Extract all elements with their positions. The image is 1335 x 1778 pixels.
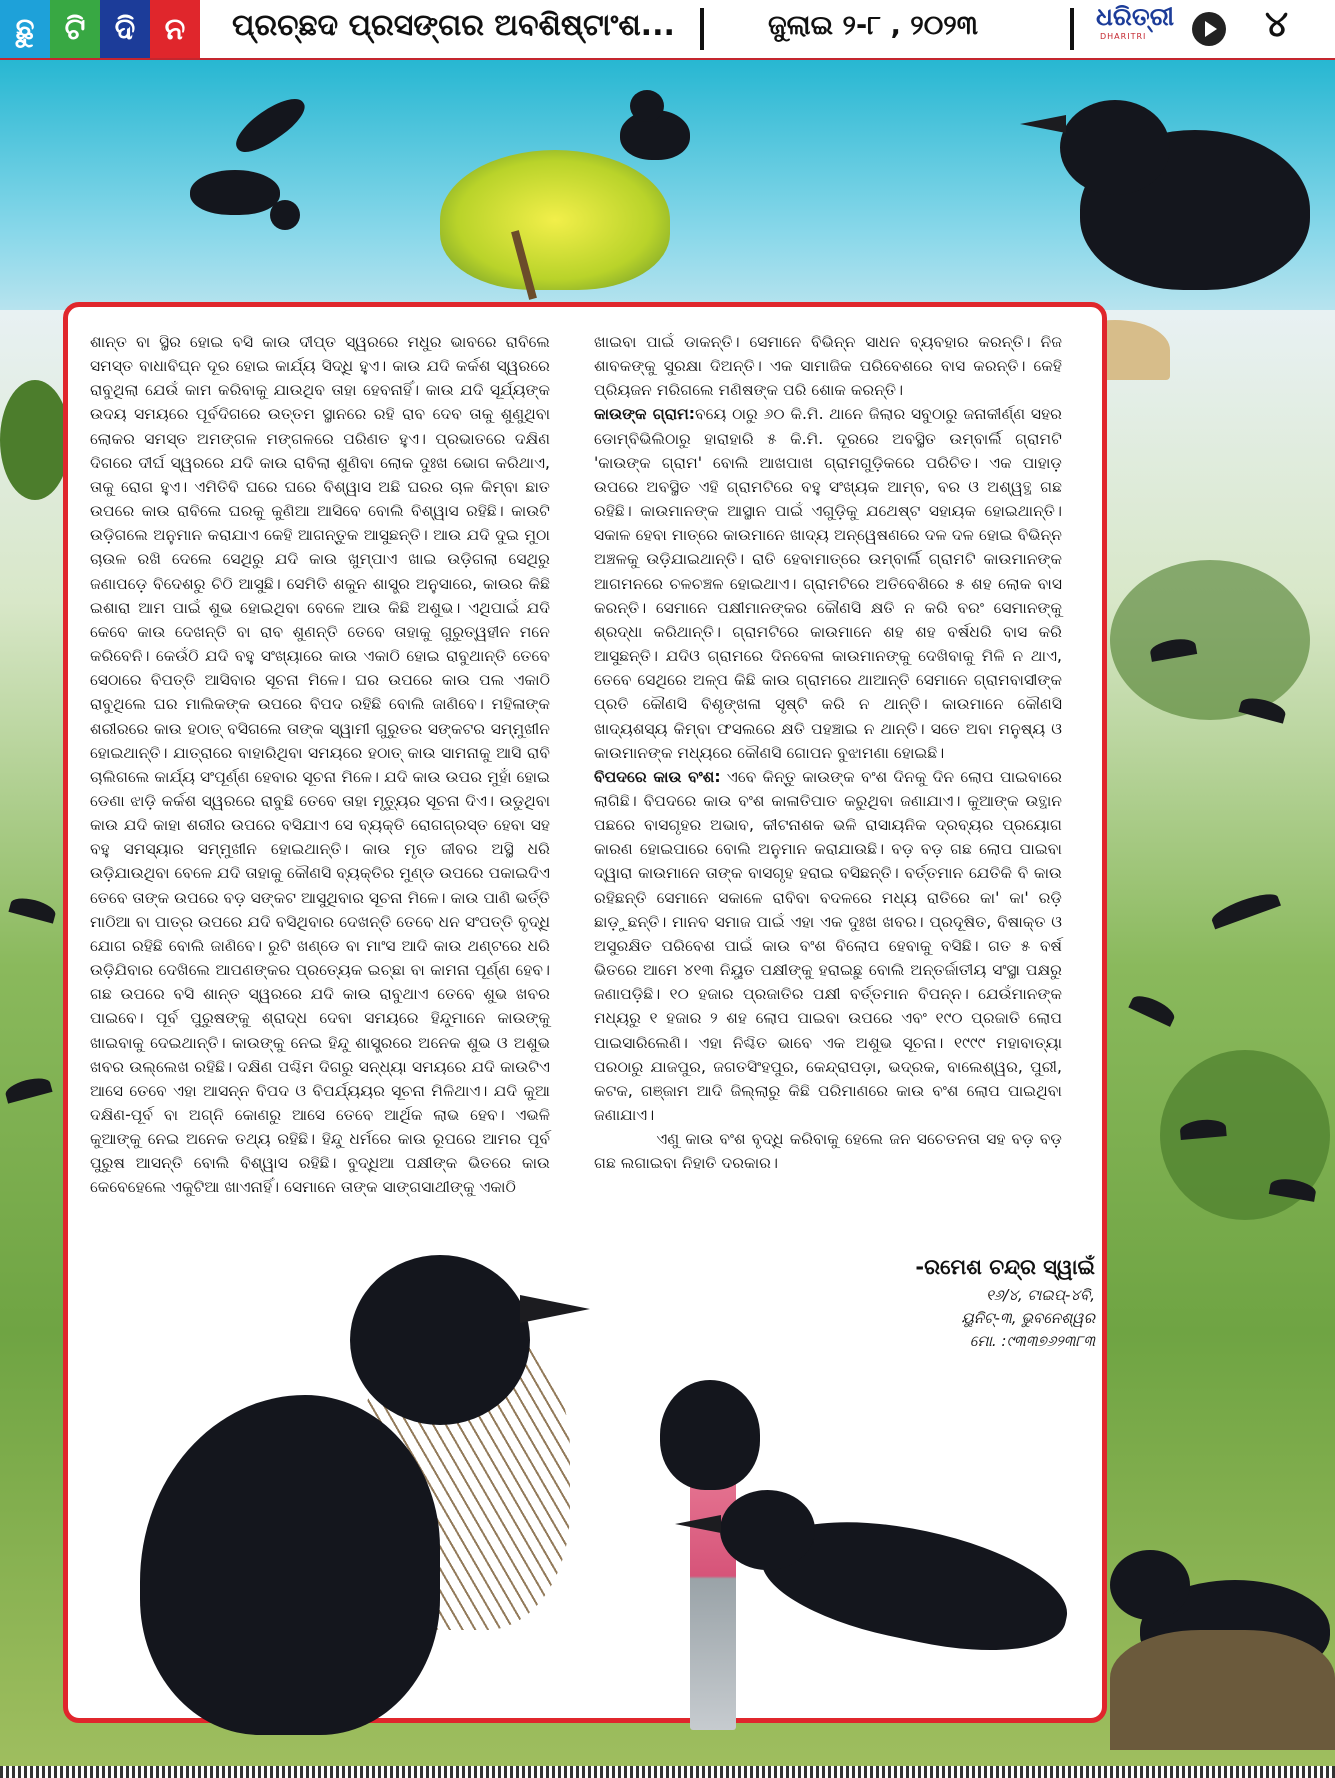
section-title: ପ୍ରଚ୍ଛଦ ପ୍ରସଙ୍ଗର ଅବଶିଷ୍ଟାଂଶ... — [232, 8, 675, 43]
article-paragraph — [594, 402, 1062, 764]
article-paragraph: ଖାଇବା ପାଇଁ ଡାକନ୍ତି। ସେମାନେ ବିଭିନ୍ନ ସାଧନ ବ୍ୟବହାର କରନ୍ତି। ନିଜ ଶାବକଙ୍କୁ ସୁରକ୍ଷା ଦିଅନ୍ତି। ଏକ ସାମାଜିକ ପରିବେଶରେ ବାସ କରନ୍ତି। କେହି ପ୍ରିୟଜନ ମରିଗଲେ ମଣିଷଙ୍କ ପରି ଶୋକ କରନ୍ତି। — [594, 333, 1062, 400]
header-divider — [1070, 8, 1074, 50]
background-tree — [0, 380, 70, 500]
footer-border — [0, 1766, 1335, 1778]
author-address: ୧୬/୪, ଟାଇପ୍-୪ବି, — [986, 1286, 1095, 1304]
cawing-crow-image — [110, 1245, 590, 1745]
perched-crow-image — [600, 80, 710, 170]
page-number: ୪ — [1265, 4, 1289, 45]
author-phone: ମୋ. :୯୩୩୭୬୨୩୮୩ — [969, 1332, 1095, 1350]
author-byline — [710, 1255, 1095, 1353]
publication-sub-logo: DHARITRI — [1100, 32, 1147, 41]
article-column-left — [90, 330, 550, 1200]
play-icon — [1192, 12, 1226, 46]
article-paragraph: ଏଣୁ କାଉ ବଂଶ ବୃଦ୍ଧି କରିବାକୁ ହେଲେ ଜନ ସଚେତନତା ସହ ବଡ଼ ବଡ଼ ଗଛ ଲଗାଇବା ନିହାତି ଦରକାର। — [594, 1130, 1062, 1173]
walking-crow-image — [700, 1480, 1150, 1700]
subheading: ବିପଦରେ କାଉ ବଂଶ: — [594, 767, 721, 786]
issue-date: ଜୁଲାଇ ୨-୮ , ୨୦୨୩ — [768, 10, 978, 41]
tree-foliage — [440, 150, 670, 290]
section-brand-logo — [0, 0, 200, 58]
background-tree — [1110, 560, 1310, 720]
section-text: ବୟେ ଠାରୁ ୬୦ କି.ମି. ଥାନେ ଜିଲାର ସବୁଠାରୁ ଜନାକୀର୍ଣ୍ଣ ସହର ଡୋମ୍ବିଭିଲିଠାରୁ ହାରାହାରି ୫ କି.ମି. ଦୂରରେ ଅବସ୍ଥିତ ଉମ୍ବାର୍ଲି ଗ୍ରାମଟି 'କାଉଙ୍କ ଗ୍ରାମ' ବୋଲି ଆଖପାଖ ଗ୍ରାମଗୁଡ଼ିକରେ ପରିଚିତ। ଏକ ପାହାଡ଼ ଉପରେ ଅବସ୍ଥିତ ଏହି ଗ୍ରାମଟିରେ ବହୁ ସଂଖ୍ୟକ ଆମ୍ବ, ବର ଓ ଅଶ୍ୱତ୍ଥ ଗଛ ରହିଛି। କାଉମାନଙ୍କ ଆସ୍ଥାନ ପାଇଁ ଏଗୁଡ଼ିକୁ ଯଥେଷ୍ଟ ସହାୟକ ହୋଇଥାନ୍ତି। ସକାଳ ହେବା ମାତ୍ରେ କାଉମାନେ ଖାଦ୍ୟ ଅନ୍ୱେଷଣରେ ଦଳ ଦଳ ହୋଇ ବିଭିନ୍ନ ଅଞ୍ଚଳକୁ ଉଡ଼ିଯାଇଥାନ୍ତି। ରାତି ହେବାମାତ୍ରେ ଉମ୍ବାର୍ଲି ଗ୍ରାମଟି କାଉମାନଙ୍କ ଆଗମନରେ ଚଳଚଞ୍ଚଳ ହୋଇଥାଏ। ଗ୍ରାମଟିରେ ଅତିବେଶିରେ ୫ ଶହ ଲୋକ ବାସ କରନ୍ତି। ସେମାନେ ପକ୍ଷୀମାନଙ୍କର କୌଣସି କ୍ଷତି ନ କରି ବରଂ ସେମାନଙ୍କୁ ଶ୍ରଦ୍ଧା କରିଥାନ୍ତି। ଗ୍ରାମଟିରେ କାଉମାନେ ଶହ ଶହ ବର୍ଷଧରି ବାସ କରି ଆସୁଛନ୍ତି। ଯଦିଓ ଗ୍ରାମରେ ଦିନବେଳା କାଉମାନଙ୍କୁ ଦେଖିବାକୁ ମିଳି ନ ଥାଏ, ତେବେ ସେଥିରେ ଅଳ୍ପ କିଛି କାଉ ଗ୍ରାମରେ ଥାଆନ୍ତି ସେମାନେ ଗ୍ରାମବାସୀଙ୍କ ପ୍ରତି କୌଣସି ବିଶୃଙ୍ଖଳା ସୃଷ୍ଟି କରି ନ ଥାନ୍ତି। କାଉମାନେ କୌଣସି ଖାଦ୍ୟଶସ୍ୟ କିମ୍ବା ଫସଲରେ କ୍ଷତି ପହଞ୍ଚାଇ ନ ଥାନ୍ତି। ସତେ ଅବା ମନୁଷ୍ୟ ଓ କାଉମାନଙ୍କ ମଧ୍ୟରେ କୌଣସି ଗୋପନ ବୁଝାମଣା ହୋଇଛି। — [594, 405, 1062, 762]
page-header — [0, 0, 1335, 61]
article-column-right — [594, 330, 1062, 1175]
brand-letter-2: ଟି — [50, 0, 100, 58]
brand-letter-3: ଦି — [100, 0, 150, 58]
header-divider — [700, 8, 704, 50]
article-paragraph — [594, 765, 1062, 1127]
brand-letter-4: ନ — [150, 0, 200, 58]
section-text: ଏବେ କିନ୍ତୁ କାଉଙ୍କ ବଂଶ ଦିନକୁ ଦିନ ଲୋପ ପାଇବାରେ ଲାଗିଛି। ବିପଦରେ କାଉ ବଂଶ କାଳାତିପାତ କରୁଥିବା ଜଣାଯାଏ। କୁଆଙ୍କ ଉତ୍ଥାନ ପଛରେ ବାସଗୃହର ଅଭାବ, କୀଟନାଶକ ଭଳି ରାସାୟନିକ ଦ୍ରବ୍ୟର ପ୍ରୟୋଗ କାରଣ ହୋଇପାରେ ବୋଲି ଅନୁମାନ କରାଯାଉଛି। ବଡ଼ ବଡ଼ ଗଛ ଲୋପ ପାଇବା ଦ୍ୱାରା କାଉମାନେ ତାଙ୍କ ବାସଗୃହ ହରାଇ ବସିଛନ୍ତି। ବର୍ତ୍ତମାନ ଯେତିକି ବି କାଉ ରହିଛନ୍ତି ସେମାନେ ସକାଳେ ରାବିବା ବଦଳରେ ମଧ୍ୟ ରାତିରେ କା' କା' ରଡ଼ି ଛାଡ଼ୁଛନ୍ତି। ମାନବ ସମାଜ ପାଇଁ ଏହା ଏକ ଦୁଃଖ ଖବର। ପ୍ରଦୂଷିତ, ବିଷାକ୍ତ ଓ ଅସୁରକ୍ଷିତ ପରିବେଶ ପାଇଁ କାଉ ବଂଶ ବିଲୋପ ହେବାକୁ ବସିଛି। ଗତ ୫ ବର୍ଷ ଭିତରେ ଆମେ ୪୧୩ ନିୟୁତ ପକ୍ଷୀଙ୍କୁ ହରାଇଛୁ ବୋଲି ଅନ୍ତର୍ଜାତୀୟ ସଂସ୍ଥା ପକ୍ଷରୁ ଜଣାପଡ଼ିଛି। ୧୦ ହଜାର ପ୍ରଜାତିର ପକ୍ଷୀ ବର୍ତ୍ତମାନ ବିପନ୍ନ। ଯେଉଁମାନଙ୍କ ମଧ୍ୟରୁ ୧ ହଜାର ୨ ଶହ ଲୋପ ପାଇବା ଉପରେ ଏବଂ ୧୯୦ ପ୍ରଜାତି ଲୋପ ପାଇସାରିଲେଣି। ଏହା ନିଶ୍ଚିତ ଭାବେ ଏକ ଅଶୁଭ ସୂଚନା। ୧୯୯୯ ମହାବାତ୍ୟା ପରଠାରୁ ଯାଜପୁର, ଜଗତସିଂହପୁର, କେନ୍ଦ୍ରାପଡ଼ା, ଭଦ୍ରକ, ବାଲେଶ୍ୱର, ପୁରୀ, କଟକ, ଗଞ୍ଜାମ ଆଦି ଜିଲ୍ଲାରୁ କିଛି ପରିମାଣରେ କାଉ ବଂଶ ଲୋପ ପାଇଥିବା ଜଣାଯାଏ। — [594, 767, 1062, 1124]
large-crow-image — [1000, 90, 1330, 330]
author-name: -ରମେଶ ଚନ୍ଦ୍ର ସ୍ୱାଇଁ — [915, 1255, 1095, 1279]
subheading: କାଉଙ୍କ ଗ୍ରାମ: — [594, 405, 696, 424]
publication-logo: ଧରିତ୍ରୀ — [1096, 2, 1175, 31]
flying-crow-image — [150, 110, 320, 260]
author-address: ୟୁନିଟ୍-୩, ଭୁବନେଶ୍ୱର — [961, 1309, 1095, 1327]
nest-branches — [1110, 1630, 1335, 1750]
article-paragraph: ଶାନ୍ତ ବା ସ୍ଥିର ହୋଇ ବସି କାଉ ଦୀପ୍ତ ସ୍ୱରରେ ମଧୁର ଭାବରେ ରାବିଲେ ସମସ୍ତ ବାଧାବିଘ୍ନ ଦୂର ହୋଇ କାର୍ଯ୍ୟ ସିଦ୍ଧି ହୁଏ। କାଉ ଯଦି କର୍କଶ ସ୍ୱରରେ ରାବୁଥିଲା ଯେଉଁ କାମ କରିବାକୁ ଯାଉଥିବ ତାହା ହେବନାହିଁ। କାଉ ଯଦି ସୂର୍ଯ୍ୟଙ୍କ ଉଦୟ ସମୟରେ ପୂର୍ବଦିଗରେ ଉତ୍ତମ ସ୍ଥାନରେ ରହି ରାବ ଦେବ ତାକୁ ଶୁଣୁଥିବା ଲୋକର ସମସ୍ତ ଅମଙ୍ଗଳ ମଙ୍ଗଳରେ ପରିଣତ ହୁଏ। ପ୍ରଭାତରେ ଦକ୍ଷିଣ ଦିଗରେ ଦୀର୍ଘ ସ୍ୱରରେ ଯଦି କାଉ ରାବିଲା ଶୁଣିବା ଲୋକ ଦୁଃଖ ଭୋଗ କରିଥାଏ, ତାକୁ ରୋଗ ହୁଏ। ଏମିତିବି ଘରେ ଘରେ ବିଶ୍ୱାସ ଅଛି ଘରର ଚାଳ କିମ୍ବା ଛାତ ଉପରେ କାଉ ରାବିଲେ ଘରକୁ କୁଣିଆ ଆସିବେ ବୋଲି ବିଶ୍ୱାସ ରହିଛି। କାଉଟି ଉଡ଼ିଗଲେ ଅନୁମାନ କରାଯାଏ କେହି ଆଗନ୍ତୁକ ଆସୁଛନ୍ତି। ଆଉ ଯଦି ଦୁଇ ମୁଠା ଚାଉଳ ରଖି ଦେଲେ ସେଥିରୁ ଯଦି କାଉ ଖୁମ୍ପାଏ ଖାଇ ଉଡ଼ିଗଲା ସେଥିରୁ ଜଣାପଡ଼େ ବିଦେଶରୁ ଚିଠି ଆସୁଛି। ସେମିତି ଶକୁନ ଶାସ୍ତ୍ର ଅନୁସାରେ, କାଉର କିଛି ଇଶାରା ଆମ ପାଇଁ ଶୁଭ ହୋଇଥିବା ବେଳେ ଆଉ କିଛି ଅଶୁଭ। ଏଥିପାଇଁ ଯଦି କେବେ କାଉ ଦେଖନ୍ତି ବା ରାବ ଶୁଣନ୍ତି ତେବେ ତାହାକୁ ଗୁରୁତ୍ୱହୀନ ମନେ କରିବେନି। କେଉଁଠି ଯଦି ବହୁ ସଂଖ୍ୟାରେ କାଉ ଏକାଠି ହୋଇ ରାବୁଥାନ୍ତି ତେବେ ସେଠାରେ ବିପତ୍ତି ଆସିବାର ସୂଚନା ମିଳେ। ଘର ଉପରେ କାଉ ପଲ ଏକାଠି ରାବୁଥିଲେ ଘର ମାଲିକଙ୍କ ଉପରେ ବିପଦ ରହିଛି ବୋଲି ଜାଣିବେ। ମହିଳାଙ୍କ ଶରୀରରେ କାଉ ହଠାତ୍ ବସିଗଲେ ତାଙ୍କ ସ୍ୱାମୀ ଗୁରୁତର ସଙ୍କଟର ସମ୍ମୁଖୀନ ହୋଇଥାନ୍ତି। ଯାତ୍ରାରେ ବାହାରିଥିବା ସମୟରେ ହଠାତ୍ କାଉ ସାମନାକୁ ଆସି ରାବି ଚାଲିଗଲେ କାର୍ଯ୍ୟ ସଂପୂର୍ଣ୍ଣ ହେବାର ସୂଚନା ମିଳେ। ଯଦି କାଉ ଉପର ମୁହାଁ ହୋଇ ଡେଣା ଝାଡ଼ି କର୍କଶ ସ୍ୱରରେ ରାବୁଛି ତେବେ ତାହା ମୃତ୍ୟୁର ସୂଚନା ଦିଏ। ଉଡୁଥିବା କାଉ ଯଦି କାହା ଶରୀର ଉପରେ ବସିଯାଏ ସେ ବ୍ୟକ୍ତି ରୋଗଗ୍ରସ୍ତ ହେବା ସହ ବହୁ ସମସ୍ୟାର ସମ୍ମୁଖୀନ ହୋଇଥାନ୍ତି। କାଉ ମୃତ ଜୀବର ଅସ୍ଥି ଧରି ଉଡ଼ିଯାଉଥିବା ବେଳେ ଯଦି ତାହାକୁ କୌଣସି ବ୍ୟକ୍ତିର ମୁଣ୍ଡ ଉପରେ ପକାଇଦିଏ ତେବେ ତାଙ୍କ ଉପରେ ବଡ଼ ସଙ୍କଟ ଆସୁଥିବାର ସୂଚନା ମିଳେ। କାଉ ପାଣି ଭର୍ତ୍ତି ମାଠିଆ ବା ପାତ୍ର ଉପରେ ଯଦି ବସିଥିବାର ଦେଖନ୍ତି ତେବେ ଧନ ସଂପତ୍ତି ବୃଦ୍ଧି ଯୋଗ ରହିଛି ବୋଲି ଜାଣିବେ। ରୁଟି ଖଣ୍ଡେ ବା ମାଂସ ଆଦି କାଉ ଥଣ୍ଟରେ ଧରି ଉଡ଼ିଯିବାର ଦେଖିଲେ ଆପଣଙ୍କର ପ୍ରତ୍ୟେକ ଇଚ୍ଛା ବା କାମନା ପୂର୍ଣ୍ଣ ହେବ। ଗଛ ଉପରେ ବସି ଶାନ୍ତ ସ୍ୱରରେ ଯଦି କାଉ ରାବୁଥାଏ ତେବେ ଶୁଭ ଖବର ପାଇବେ। ପୂର୍ବ ପୁରୁଷଙ୍କୁ ଶ୍ରାଦ୍ଧ ଦେବା ସମୟରେ ହିନ୍ଦୁମାନେ କାଉଙ୍କୁ ଖାଇବାକୁ ଦେଇଥାନ୍ତି। କାଉଙ୍କୁ ନେଇ ହିନ୍ଦୁ ଶାସ୍ତ୍ରରେ ଅନେକ ଶୁଭ ଓ ଅଶୁଭ ଖବର ଉଲ୍ଲେଖ ରହିଛି। ଦକ୍ଷିଣ ପଶ୍ଚିମ ଦିଗରୁ ସନ୍ଧ୍ୟା ସମୟରେ ଯଦି କାଉଟିଏ ଆସେ ତେବେ ଏହା ଆସନ୍ନ ବିପଦ ଓ ବିପର୍ଯ୍ୟୟର ସୂଚନା ମିଳିଥାଏ। ଯଦି କୁଆ ଦକ୍ଷିଣ-ପୂର୍ବ ବା ଅଗ୍ନି କୋଣରୁ ଆସେ ତେବେ ଆର୍ଥିକ ଲାଭ ହେବ। ଏଭଳି କୁଆଙ୍କୁ ନେଇ ଅନେକ ତଥ୍ୟ ରହିଛି। ହିନ୍ଦୁ ଧର୍ମରେ କାଉ ରୂପରେ ଆମର ପୂର୍ବ ପୁରୁଷ ଆସନ୍ତି ବୋଲି ବିଶ୍ୱାସ ରହିଛି। ବୁଦ୍ଧିଆ ପକ୍ଷୀଙ୍କ ଭିତରେ କାଉ କେବେହେଲେ ଏକୁଟିଆ ଖାଏନାହିଁ। ସେମାନେ ତାଙ୍କ ସାଙ୍ଗସାଥୀଙ୍କୁ ଏକାଠି — [90, 333, 550, 1197]
brand-letter-1: ଛୁ — [0, 0, 50, 58]
